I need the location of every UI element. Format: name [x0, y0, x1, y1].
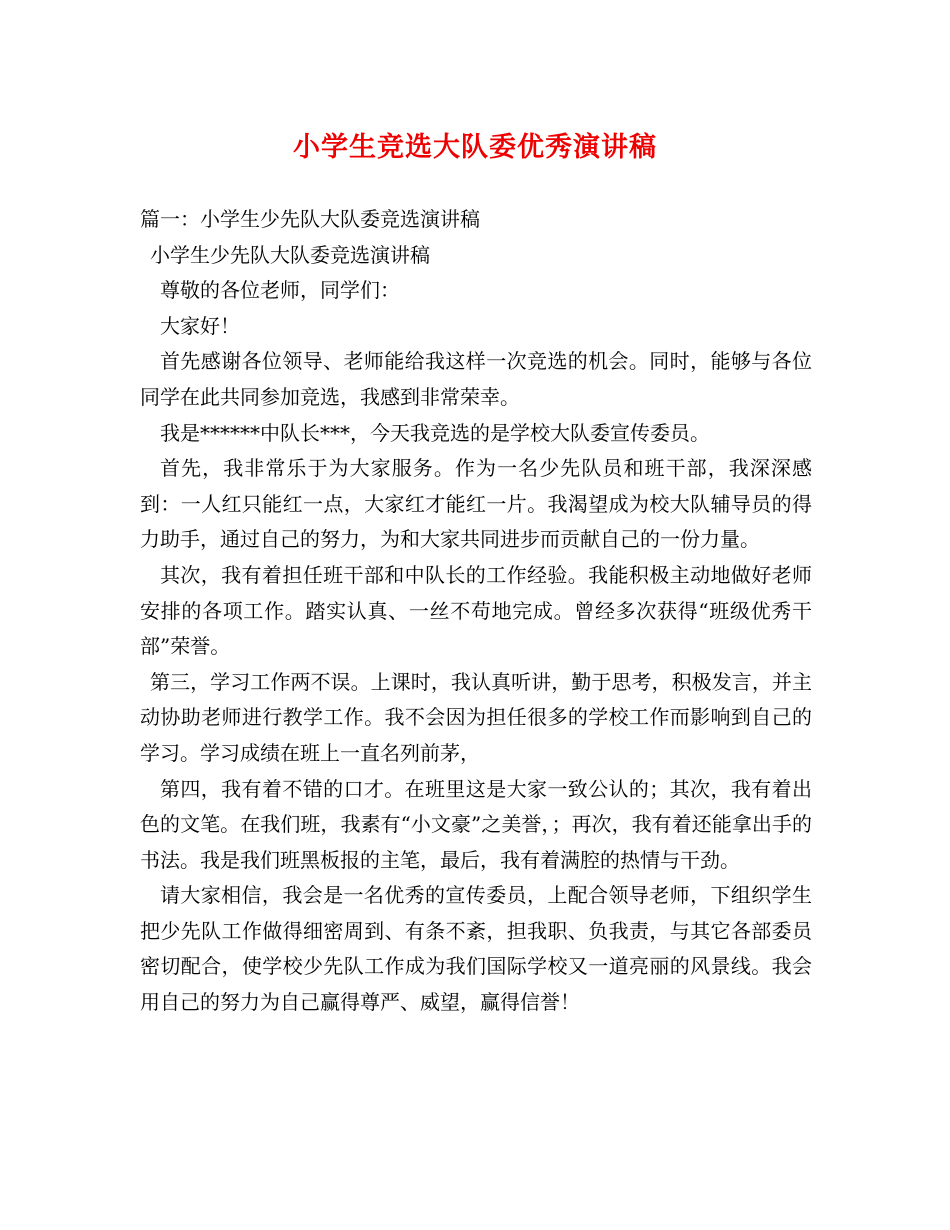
greeting: 大家好！ [160, 313, 240, 338]
paragraph: 请大家相信，我会是一名优秀的宣传委员，上配合领导老师，下组织学生把少先队工作做得细密周到、有条不紊，担我职、负我责，与其它各部委员密切配合，使学校少先队工作成为我们国际学校又一道亮丽的风景线。我会用自己的努力为自己赢得尊严、威望，赢得信誉！ [140, 883, 812, 1015]
paragraph: 第三，学习工作两不误。上课时，我认真听讲，勤于思考，积极发言，并主动协助老师进行教学工作。我不会因为担任很多的学校工作而影响到自己的学习。学习成绩在班上一直名列前茅， [140, 669, 812, 765]
document-title: 小学生竞选大队委优秀演讲稿 [293, 132, 657, 163]
salutation: 尊敬的各位老师，同学们： [160, 278, 400, 303]
paragraph: 首先感谢各位领导、老师能给我这样一次竞选的机会。同时，能够与各位同学在此共同参加竞选，我感到非常荣幸。 [140, 349, 812, 409]
paragraph: 首先，我非常乐于为大家服务。作为一名少先队员和班干部，我深深感到：一人红只能红一点，大家红才能红一片。我渴望成为校大队辅导员的得力助手，通过自己的努力，为和大家共同进步而贡献自己的一份力量。 [140, 456, 812, 552]
paragraph: 其次，我有着担任班干部和中队长的工作经验。我能积极主动地做好老师安排的各项工作。踏实认真、一丝不苟地完成。曾经多次获得“班级优秀干部”荣誉。 [140, 562, 812, 659]
paragraph: 第四，我有着不错的口才。在班里这是大家一致公认的；其次，我有着出色的文笔。在我们班，我素有“小文豪”之美誉，；再次，我有着还能拿出手的书法。我是我们班黑板报的主笔，最后，我有着满腔的热情与干劲。 [140, 776, 812, 872]
section-heading: 篇一：小学生少先队大队委竞选演讲稿 [140, 207, 480, 231]
speech-title: 小学生少先队大队委竞选演讲稿 [150, 242, 430, 267]
document-body [140, 202, 812, 1021]
paragraph: 我是******中队长***，今天我竞选的是学校大队委宣传委员。 [160, 420, 710, 445]
